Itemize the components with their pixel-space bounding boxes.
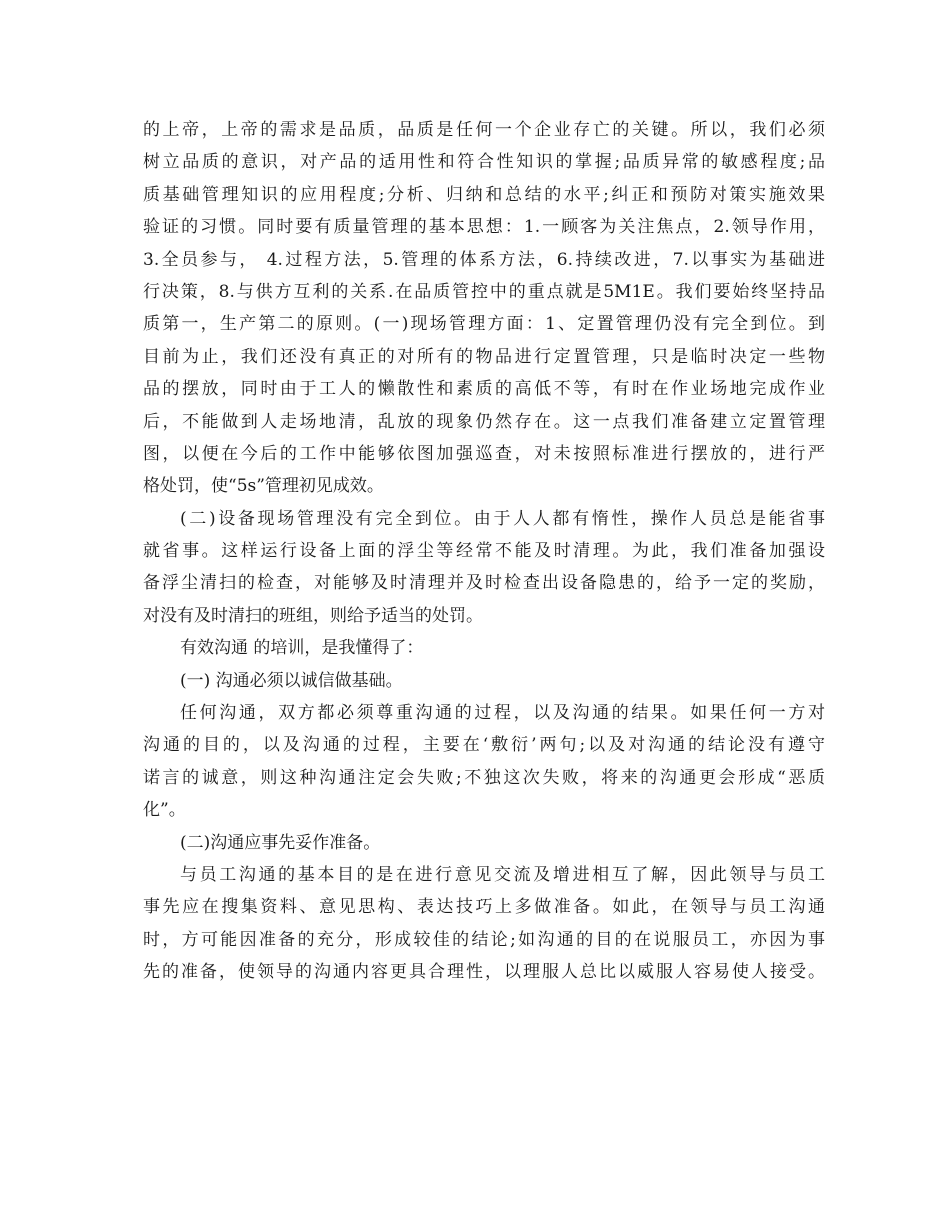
text-line: 时，方可能因准备的充分，形成较佳的结论;如沟通的目的在说服员工，亦因为事 — [143, 929, 825, 950]
text-line: 的上帝，上帝的需求是品质，品质是任何一个企业存亡的关键。所以，我们必须 — [143, 120, 825, 140]
text-line: 质基础管理知识的应用程度;分析、归纳和总结的水平;纠正和预防对策实施效果 — [143, 184, 825, 205]
text-line: 后，不能做到人走场地清，乱放的现象仍然存在。这一点我们准备建立定置管理 — [143, 411, 825, 432]
text-line: 事先应在搜集资料、意见思构、表达技巧上多做准备。如此，在领导与员工沟通 — [143, 897, 825, 918]
text-line: 目前为止，我们还没有真正的对所有的物品进行定置管理，只是临时决定一些物 — [143, 346, 825, 367]
text-line: 图，以便在今后的工作中能够依图加强巡查，对未按照标准进行摆放的，进行严 — [143, 443, 825, 464]
text-line: 质第一，生产第二的原则。(一)现场管理方面：1、定置管理仍没有完全到位。到 — [143, 314, 825, 335]
text-line: 就省事。这样运行设备上面的浮尘等经常不能及时清理。为此，我们准备加强设 — [143, 541, 825, 562]
text-line: 任何沟通，双方都必须尊重沟通的过程，以及沟通的结果。如果任何一方对 — [180, 703, 825, 724]
text-line: 沟通的目的，以及沟通的过程，主要在‘敷衍’两句;以及对沟通的结论没有遵守 — [143, 735, 825, 756]
document-body — [143, 114, 825, 989]
text-line: 品的摆放，同时由于工人的懒散性和素质的高低不等，有时在作业场地完成作业 — [143, 379, 825, 400]
text-line: 诺言的诚意，则这种沟通注定会失败;不独这次失败，将来的沟通更会形成“恶质 — [143, 767, 825, 788]
text-line: 验证的习惯。同时要有质量管理的基本思想：1.一顾客为关注焦点，2.领导作用， — [143, 217, 825, 238]
text-line: 化”。 — [143, 800, 186, 821]
text-line: 行决策，8.与供方互利的关系.在品质管控中的重点就是5M1E。我们要始终坚持品 — [143, 281, 825, 302]
text-line: (一) 沟通必须以诚信做基础。 — [180, 670, 403, 691]
text-line: 与员工沟通的基本目的是在进行意见交流及增进相互了解，因此领导与员工 — [180, 864, 825, 885]
text-line: 树立品质的意识，对产品的适用性和符合性知识的掌握;品质异常的敏感程度;品 — [143, 152, 825, 173]
text-line: 对没有及时清扫的班组，则给予适当的处罚。 — [143, 605, 483, 626]
text-line: (二)设备现场管理没有完全到位。由于人人都有惰性，操作人员总是能省事 — [180, 508, 825, 529]
text-line: (二)沟通应事先妥作准备。 — [180, 832, 381, 853]
text-line: 有效沟通 的培训，是我懂得了： — [180, 638, 424, 659]
text-line: 格处罚，使“5s”管理初见成效。 — [143, 476, 384, 497]
text-line: 3.全员参与， 4.过程方法，5.管理的体系方法，6.持续改进，7.以事实为基础进 — [143, 249, 825, 270]
text-line: 先的准备，使领导的沟通内容更具合理性，以理服人总比以威服人容易使人接受。 — [143, 962, 825, 983]
text-line: 备浮尘清扫的检查，对能够及时清理并及时检查出设备隐患的，给予一定的奖励， — [143, 573, 825, 594]
